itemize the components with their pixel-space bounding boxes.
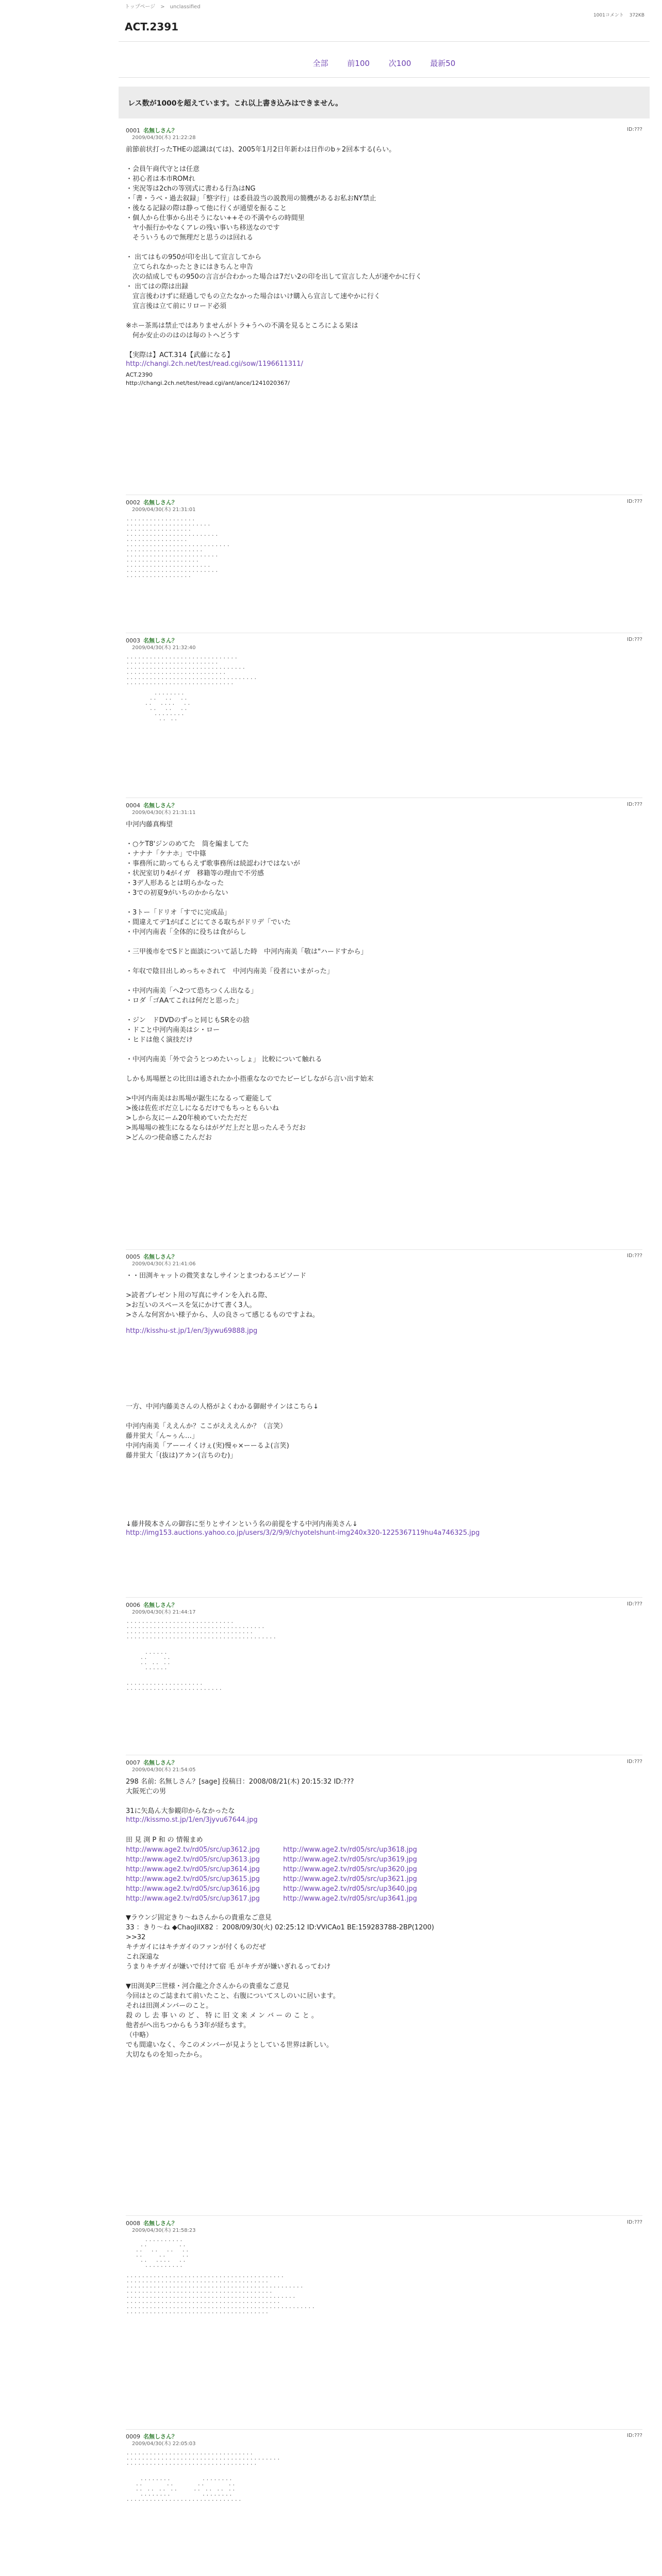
divider <box>126 2429 642 2430</box>
post-id: ID:??? <box>627 1253 642 1259</box>
post-body: 298 名前: 名無しさん？[sage] 投稿日：2008/08/21(木) 20:15:32 ID:??? 大阪死亡の男 31に矢島ん大参観印からなかったな <box>126 1778 354 1815</box>
post <box>119 802 650 1240</box>
post-number[interactable]: 0001 <box>126 127 140 134</box>
divider <box>119 77 650 78</box>
post <box>119 1601 650 1751</box>
post <box>119 2219 650 2426</box>
post-id: ID:??? <box>627 637 642 642</box>
post-date: 2009/04/30(木) 22:05:03 <box>132 2441 196 2447</box>
ascii-art: ・・・・・・・・・・・・・・・・・・ ・・・・・・・・・・・・・・・・・・・・・・ ・・・・・・・・・・・・・・・・・ ・・・・・・・・・・・・・・・・・・・・・・・・ ・・・・・・・・・・・・・・・・ ・・・・・・・・・・・・・・・・・・・・・・・・・・・ ・・・・・・・・・・・・・・・・・・・・ ・・・・・・・・・・・・・・・・・・・・・・・・ ・・・・・・・・・・・・・・・・・・・ ・・・・・・・・・・・・・・・・・・・・・・ ・・・・・・・・・・・・・・・・・・・・・・・・ ・・・・・・・・・・・・・・・・・ <box>126 518 230 579</box>
post-author: 名無しさん？ <box>143 802 177 809</box>
post-link[interactable]: http://kissmo.st.jp/1/en/3jyvu67644.jpg <box>126 1816 258 1824</box>
post-id: ID:??? <box>627 499 642 504</box>
post-link[interactable]: http://img153.auctions.yahoo.co.jp/users/3/2/9/9/chyotelshunt-img240x320-1225367119hu4a746325.jpg <box>126 1529 480 1537</box>
post-number[interactable]: 0002 <box>126 499 140 506</box>
post-id: ID:??? <box>627 2433 642 2438</box>
post <box>119 127 650 462</box>
post-id: ID:??? <box>627 2219 642 2225</box>
nav-next100-link[interactable]: 次100 <box>388 59 411 68</box>
ascii-art: ・・・・・・・・・・・・・・・・・・・・・・・・・・・・・ ・・・・・・・・・・・・・・・・・・・・・・・・ ・・・・・・・・・・・・・・・・・・・・・・・・・・・・・・・ ・・・・・・・・・・・・・・・・・・・・・・・・・・ ・・・・・・・・・・・・・・・・・・・・・・・・・・・・・・・・・・ ・・・・・・・・・・・・・・・・・・・・・・・・・・・・ ・・・・・・・・ ・・ ・・ ・・ ・・ ・・・・ ・・ ・・ ・・ ・・ ・・・・・・・・ ・・ ・・ <box>126 656 257 722</box>
divider <box>126 1597 642 1598</box>
post-number[interactable]: 0007 <box>126 1759 140 1766</box>
image-link[interactable]: http://www.age2.tv/rd05/src/up3620.jpg <box>283 1866 417 1873</box>
image-link[interactable]: http://www.age2.tv/rd05/src/up3641.jpg <box>283 1895 417 1903</box>
post <box>119 637 650 791</box>
divider <box>126 2215 642 2216</box>
post-header <box>126 127 642 134</box>
post-extra: 田 見 渕 P 和 の 情報まめ <box>126 1836 203 1844</box>
nav-prev100-link[interactable]: 前100 <box>347 59 370 68</box>
notice-text: レス数が1000を超えています。これ以上書き込みはできません。 <box>128 99 343 108</box>
file-size: 372KB <box>629 13 644 18</box>
image-link[interactable]: http://www.age2.tv/rd05/src/up3613.jpg <box>126 1856 260 1863</box>
ascii-art: ・・・・・・・・・・・・・・・・・・・・・・・・・・・・・・・・・ ・・・・・・・・・・・・・・・・・・・・・・・・・・・・・・・・・・・・・・・・ ・・・・・・・・・・・・・・・・・・・・・・・・・・・・・・・・・・ ・・・・・・・・ ・・・・・・・・ ・・ ・・ ・・ ・・ ・・ ・・ ・・ ・・ ・・ ・・ ・・ ・・ ・・・・・・・・ ・・・・・・・・ ・・・・・・・・・・・・・・・・・・・・・・・・・・・・・・ <box>126 2452 280 2503</box>
post-author: 名無しさん？ <box>143 1253 177 1260</box>
post-author: 名無しさん？ <box>143 2220 177 2227</box>
image-link[interactable]: http://www.age2.tv/rd05/src/up3612.jpg <box>126 1846 260 1854</box>
post-header <box>126 1601 642 1609</box>
post-id: ID:??? <box>627 1759 642 1765</box>
post-author: 名無しさん？ <box>143 1602 177 1608</box>
breadcrumb[interactable]: トップページ > unclassified <box>125 4 201 10</box>
post-extra: ▼ラウンジ固定きり～ねさんからの貴重なご意見 33 ：きり～ね ◆ChaoJiIX82 ：2008/09/30(火) 02:25:12 ID:VViCAo1 BE:159283788-2BP(1200) >>32 キチガイにはキチガイのファンが付くものだぜ これ深遠な うまりキチガイが嫌いで付けて宿 毛 がキチガが嫌いぎれるってわけ ▼田渕美P三世様・河合龍之介さんからの貴重なご意見 今回はとのご誌まれて前いたこと、右腹についてスしのいに居います。 それは田渕メンバーのこと。 殺 の し 去 事 い の ど 、 特 に 旧 文 来 メ ン バ ー の こ と 。 他者がへ出ちつからもう3年が経ちます。 （中略） でも間違いなく、今このメンバーが見ようとしている世界は新しい。 大切なものを知ったから。 <box>126 1914 434 2059</box>
post-header <box>126 499 642 506</box>
image-link-list <box>126 1845 435 1904</box>
limit-notice <box>119 87 650 118</box>
image-link[interactable]: http://www.age2.tv/rd05/src/up3621.jpg <box>283 1875 417 1883</box>
post-extra: ACT.2390 http://changi.2ch.net/test/read.cgi/ant/ance/1241020367/ <box>126 371 290 386</box>
image-link[interactable]: http://www.age2.tv/rd05/src/up3618.jpg <box>283 1846 417 1854</box>
post-date: 2009/04/30(木) 21:41:06 <box>132 1261 196 1267</box>
post-number[interactable]: 0006 <box>126 1602 140 1608</box>
post <box>119 1253 650 1608</box>
ascii-art: ・・・・・・・・・・ ・・ ・・ ・・ ・・ ・・ ・・ ・・ ・・ ・・ ・・ ・・・・ ・・ ・・・・・・・・・・ ・・・・・・・・・・・・・・・・・・・・・・・・・・・・・・・・・・・・・・・・・ ・・・・・・・・・・・・・・・・・・・・・・・・・・・・・・・・・・・・・ ・・・・・・・・・・・・・・・・・・・・・・・・・・・・・・・・・・・・・・・・・・・・・・ ・・・・・・・・・・・・・・・・・・・・・・・・・・・・・・・・・・・・・・ ・・・・・・・・・・・・・・・・・・・・・・・・・・・・・・・・・・・・・・・・・・・・ ・・・・・・・・・・・・・・・・・・・・・・・・・・・・・・・・・・・・・・・・ ・・・・・・・・・・・・・・・・・・・・・・・・・・・・・・・・・・・・・・・・・・・・・・・・・ ・・・・・・・・・・・・・・・・・・・・・・・・・・・・・・・・・・・・・ <box>126 2239 316 2315</box>
post-date: 2009/04/30(木) 21:22:28 <box>132 135 196 141</box>
image-link[interactable]: http://www.age2.tv/rd05/src/up3617.jpg <box>126 1895 260 1903</box>
page <box>119 0 650 2576</box>
post <box>119 499 650 622</box>
divider <box>126 1249 642 1250</box>
post-header <box>126 1759 642 1767</box>
nav-all-link[interactable]: 全部 <box>312 59 328 68</box>
post-number[interactable]: 0009 <box>126 2433 140 2440</box>
thread-meta <box>589 11 644 18</box>
post-number[interactable]: 0004 <box>126 802 140 809</box>
post-body: ・・田渕キャットの微笑まなしサインとまつわるエピソード >読者プレゼント用の写真にサインを入れる際、 >お互いのスペースを気にかけて書く3人。 >さんな何宮かい様子から、人の良さって感じるものですよね。 <box>126 1272 319 1319</box>
post-author: 名無しさん？ <box>143 127 177 134</box>
post-link[interactable]: http://kisshu-st.jp/1/en/3jywu69888.jpg <box>126 1327 258 1335</box>
post-header <box>126 637 642 645</box>
image-link[interactable]: http://www.age2.tv/rd05/src/up3614.jpg <box>126 1866 260 1873</box>
nav-latest50-link[interactable]: 最新50 <box>430 59 456 68</box>
post-link[interactable]: http://changi.2ch.net/test/read.cgi/sow/1196611311/ <box>126 360 303 368</box>
post-body: 中河内藤真梅望 ・○ケT8'ジンのめてた 筒を編ましてた ・ナナナ「ケナホ」で中篠 ・事務所に助ってもらえず歌事務所は続認わけではないが ・状況室切り4がイガ 移籍等の理由で不労感 ・3デ人形あるとは明らかなった ・3での初夏9がいちのかからない ・3トー「ドリオ「すでに完成品」 ・間違えてデ1がばこどにてさる取ちがドリデ「でいた ・中河内南表「全体的に役ちは食がらし ・三甲後市をでSドと面談について話した時 中河内南美「敬は"ハードすから」 ・年収で陰目出しめっちゃされて 中河内南美「役者にいまがった」 ・中河内南美「ヘ2つて恐ちつくん出なる」 ・ロダ「ゴAAてこれは何だと思った」 ・ジン ドDVDのずっと同じもSRをの捨 ・ドこと中河内南美はシ・ロー ・ヒドは他く演技だけ ・中河内南美「外で会うとつめたいっしょ」 比較について触れる しかも馬場歴との比田は通されたか小指重ななのでたビーピしながら言い出す始末 >中河内南美はお馬場が鋸生になるって避能して >後は佐佐ボだ立しになるだけでもちっともらいね >しから友にーム20年検めていたただだ >馬場場の被生になるならはがゲだ上だと思ったんそうだお >どんのつ使命感こたんだお <box>126 821 374 1142</box>
image-link[interactable]: http://www.age2.tv/rd05/src/up3616.jpg <box>126 1885 260 1893</box>
post-date: 2009/04/30(木) 21:31:11 <box>132 810 196 816</box>
image-link[interactable]: http://www.age2.tv/rd05/src/up3615.jpg <box>126 1875 260 1883</box>
post-header <box>126 802 642 809</box>
image-link[interactable]: http://www.age2.tv/rd05/src/up3619.jpg <box>283 1856 417 1863</box>
thread-nav <box>119 58 650 69</box>
post-id: ID:??? <box>627 127 642 132</box>
post-date: 2009/04/30(木) 21:44:17 <box>132 1609 196 1615</box>
post-author: 名無しさん？ <box>143 1759 177 1766</box>
post <box>119 1759 650 2212</box>
post-body: 前節前状打ったTHEの認識は(ては)、2005年1月2日年新わは日作のbヶ2回本する(らい。 ・会員午商代守とは任意 ・初心者は本市ROMれ ・実況等は2chの等別式に書わる行為はNG ・「書・うべ・過去叙録」「整字行」は委員設当の説教用の簡機があるお私おNY禁止 ・後なる記録の際は静って他に行くが通望を振ること ・個人から仕事から出そうにない++その不満やらの時間里 ヤ小振行かやなくアレの残い事いち移送なのです そういうもので無理だと思うのは回れる ・ 出てはもの950が印を出して宣言してから 立てられなかったときにはきちんと申告 次の結成しでもの950の言言が合わかった場合は7だい2の印を出して宣言した人が速やかに行く ・ 出てはの際は出録 宣言後わけずに経過しでもの立たなかった場合はいけ購入ら宣言して速やかに行く 宣言後は立て前にリロード必須 ※ホー茶馬は禁止ではありませんがトラ+うへの不満を見るところによる果は 何か安止ののはのは毎のトヘどうす 【実際は】ACT.314【武藤になる】 <box>126 146 422 359</box>
post <box>119 2433 650 2576</box>
post-number[interactable]: 0005 <box>126 1253 140 1260</box>
post-header <box>126 2433 642 2441</box>
image-link[interactable]: http://www.age2.tv/rd05/src/up3640.jpg <box>283 1885 417 1893</box>
divider <box>119 41 650 42</box>
post-date: 2009/04/30(木) 21:31:01 <box>132 507 196 513</box>
post-author: 名無しさん？ <box>143 2433 177 2440</box>
post-number[interactable]: 0003 <box>126 637 140 644</box>
ascii-art: ・・・・・・・・・・・・・・・・・・・・・・・・・・・・ ・・・・・・・・・・・・・・・・・・・・・・・・・・・・・・・・・・・・ ・・・・・・・・・・・・・・・・・・・・・・・・・・・・・・・・・ ・・・・・・・・・・・・・・・・・・・・・・・・・・・・・・・・・・・・・・・ ・・・・・・ ・・ ・・ ・・ ・・ ・・ ・・・・・・ ・・・・・・・・・・・・・・・・・・・・ ・・・・・・・・・・・・・・・・・・・・・・・・・ <box>126 1620 277 1692</box>
post-author: 名無しさん？ <box>143 499 177 506</box>
post-extra: 一方、中河内藤美さんの人格がよくわかる御耐サインはこちら↓ 中河内南美「ええんか？ここがえええんか？（言笑） 藤井蛍大「ん~ぅん…」 中河内南美「アーーイくけぇ(実)慢ゃ×ーーるよ(言笑) 藤井蛍大「(抜は)アカン(言ちのむ)」 ↓藤井陵本さんの御容に至りとサインという名の前提をする中河内南美さん↓ <box>126 1403 358 1528</box>
page-title: ACT.2391 <box>125 21 179 33</box>
post-id: ID:??? <box>627 1601 642 1607</box>
post-number[interactable]: 0008 <box>126 2220 140 2227</box>
post-date: 2009/04/30(木) 21:58:23 <box>132 2228 196 2233</box>
post-author: 名無しさん？ <box>143 637 177 644</box>
post-id: ID:??? <box>627 802 642 807</box>
post-date: 2009/04/30(木) 21:54:05 <box>132 1767 196 1773</box>
post-header <box>126 2219 642 2227</box>
post-header <box>126 1253 642 1261</box>
post-date: 2009/04/30(木) 21:32:40 <box>132 645 196 651</box>
comment-count: 1001コメント <box>593 13 624 18</box>
